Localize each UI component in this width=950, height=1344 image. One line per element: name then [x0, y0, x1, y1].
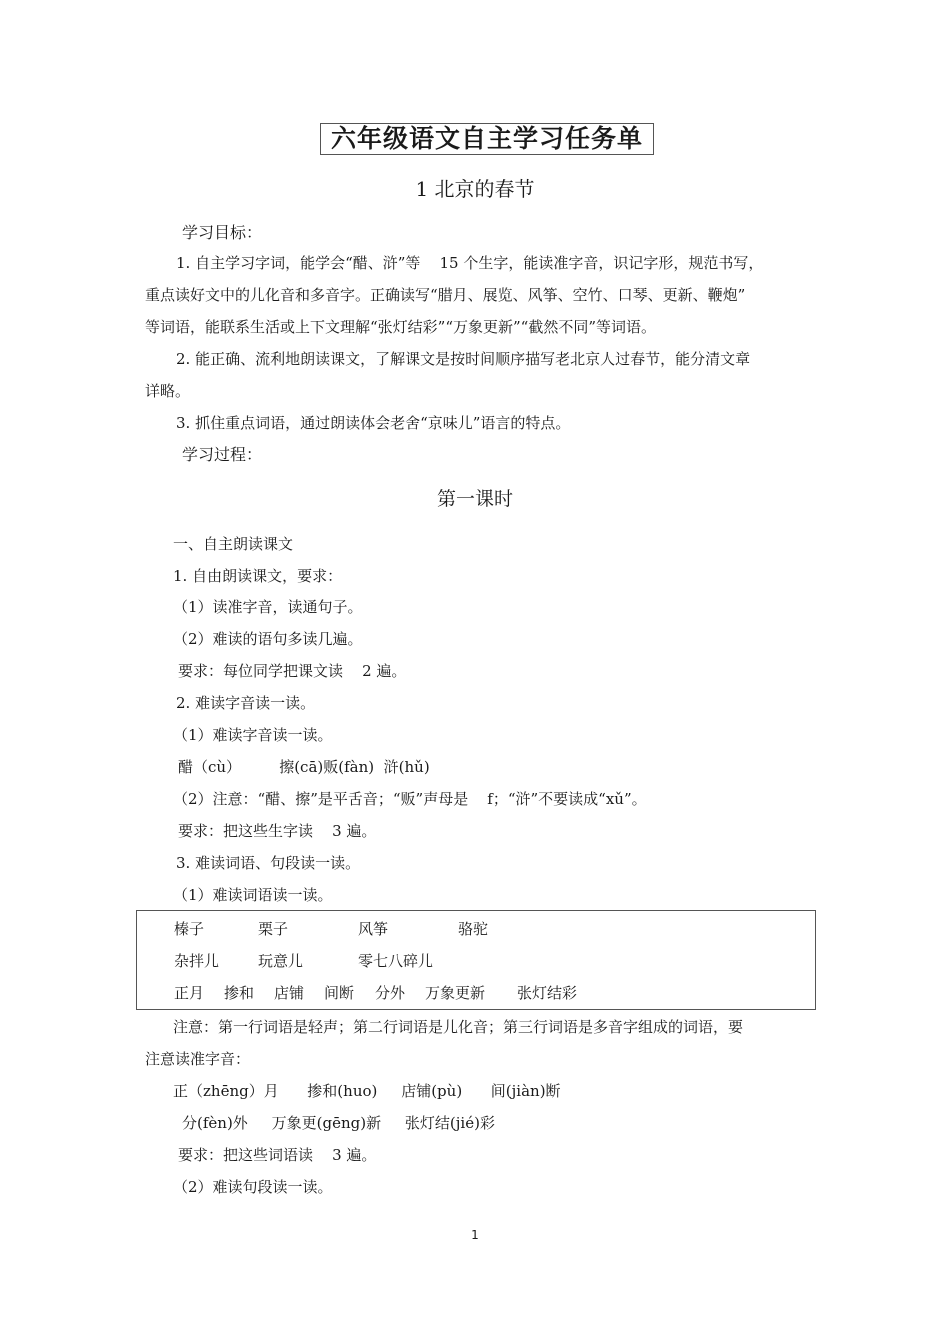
goal-1-line-2: 重点读好文中的儿化音和多音字。正确读写“腊月、展览、风筝、空竹、口琴、更新、鞭炮” — [145, 286, 746, 304]
lesson-title: 1 北京的春节 — [415, 177, 535, 201]
goals-heading: 学习目标： — [182, 223, 263, 242]
vocab-word: 掺和 — [224, 984, 255, 1002]
vocab-word: 玩意儿 — [258, 952, 304, 970]
step-3-a: （1）难读词语读一读。 — [173, 886, 333, 904]
step-2-characters: 醋（cù） 擦(cā)贩(fàn) 浒(hǔ) — [178, 758, 430, 776]
vocab-word: 店铺 — [274, 984, 305, 1002]
vocab-note-line-1: 注意：第一行词语是轻声；第二行词语是儿化音；第三行词语是多音字组成的词语，要 — [173, 1018, 744, 1036]
goal-2-line-2: 详略。 — [145, 382, 191, 400]
vocab-word: 分外 — [375, 984, 406, 1002]
period-title: 第一课时 — [436, 488, 513, 510]
step-2-requirement: 要求：把这些生字读 3 遍。 — [178, 822, 377, 840]
vocab-requirement: 要求：把这些词语读 3 遍。 — [178, 1146, 377, 1164]
goal-1-line-1: 1. 自主学习字词，能学会“醋、浒”等 15 个生字，能读准字音，识记字形，规范书写， — [176, 254, 764, 272]
vocab-word: 榛子 — [174, 920, 205, 938]
step-1: 1. 自由朗读课文，要求： — [173, 567, 343, 585]
goal-2-line-1: 2. 能正确、流利地朗读课文，了解课文是按时间顺序描写老北京人过春节，能分清文章 — [176, 350, 751, 368]
step-1-a: （1）读准字音，读通句子。 — [173, 598, 363, 616]
process-heading: 学习过程： — [182, 445, 263, 464]
step-2-note: （2）注意：“醋、擦”是平舌音；“贩”声母是 f；“浒”不要读成“xǔ”。 — [173, 790, 647, 808]
step-2-a: （1）难读字音读一读。 — [173, 726, 333, 744]
vocab-word: 栗子 — [258, 920, 289, 938]
page-number: 1 — [471, 1228, 479, 1242]
goal-3: 3. 抓住重点词语，通过朗读体会老舍“京味儿”语言的特点。 — [176, 414, 571, 432]
section-1-heading: 一、自主朗读课文 — [173, 535, 294, 553]
step-1-requirement: 要求：每位同学把课文读 2 遍。 — [178, 662, 407, 680]
vocab-word: 杂拌儿 — [174, 952, 220, 970]
vocab-word: 张灯结彩 — [517, 984, 578, 1002]
step-3: 3. 难读词语、句段读一读。 — [176, 854, 361, 872]
step-2: 2. 难读字音读一读。 — [176, 694, 316, 712]
document-title-box — [320, 123, 654, 155]
document-title: 六年级语文自主学习任务单 — [331, 124, 644, 153]
pinyin-line-1: 正（zhēng）月 掺和(huo) 店铺(pù) 间(jiàn)断 — [173, 1082, 561, 1100]
vocab-word: 风筝 — [358, 920, 389, 938]
pinyin-line-2: 分(fèn)外 万象更(gēng)新 张灯结(jié)彩 — [182, 1114, 495, 1132]
goal-1-line-3: 等词语，能联系生活或上下文理解“张灯结彩”“万象更新”“截然不同”等词语。 — [145, 318, 657, 336]
vocab-word: 正月 — [174, 984, 205, 1002]
vocabulary-box — [136, 910, 816, 1010]
vocab-word: 间断 — [324, 984, 355, 1002]
vocab-word: 万象更新 — [425, 984, 486, 1002]
vocab-word: 骆驼 — [458, 920, 489, 938]
vocab-note-line-2: 注意读准字音： — [145, 1050, 251, 1068]
vocab-word: 零七八碎儿 — [358, 952, 434, 970]
step-3-b: （2）难读句段读一读。 — [173, 1178, 333, 1196]
step-1-b: （2）难读的语句多读几遍。 — [173, 630, 363, 648]
